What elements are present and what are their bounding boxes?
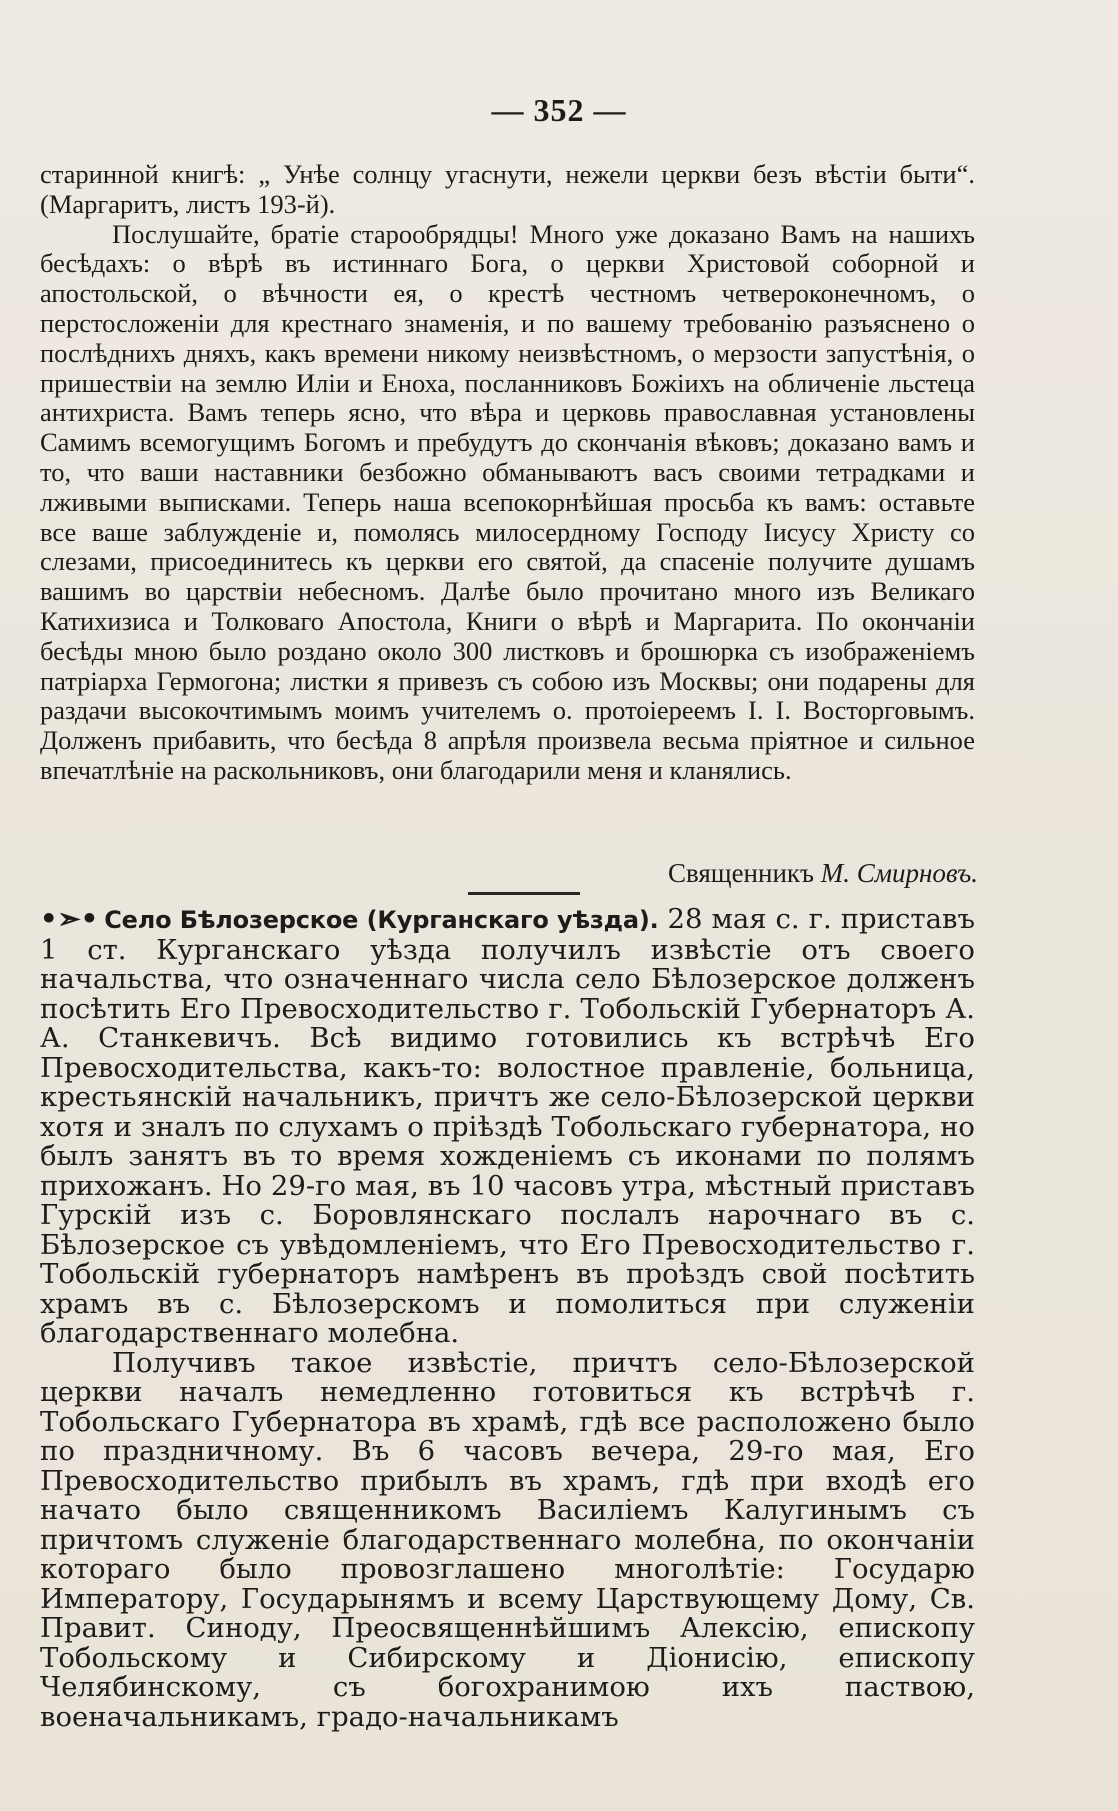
article-belozerskoe bbox=[40, 905, 975, 1732]
article2-paragraph-1 bbox=[40, 905, 975, 1349]
signature bbox=[668, 858, 978, 889]
signature-name: М. Смирновъ. bbox=[820, 858, 978, 888]
article1-paragraph-1: старинной книгѣ: „ Унѣе солнцу угаснути, нежели церкви безъ вѣстіи быти“. (Маргаритъ, листъ 193-й). bbox=[40, 159, 975, 219]
arrow-ornament-icon: •➣• bbox=[40, 903, 99, 935]
article2-paragraph-2: Получивъ такое извѣстіе, причтъ село-Бѣлозерской церкви началъ немедленно готовиться къ встрѣчѣ г. Тобольскаго Губернатора въ храмѣ, гдѣ все расположено было по праздничному. Въ 6 часовъ вечера, 29-го мая, Его Превосходительство прибылъ въ храмъ, гдѣ при входѣ его начато было священникомъ Василіемъ Калугинымъ съ причтомъ служеніе благодарственнаго молебна, по окончаніи котораго было провозглашено многолѣтіе: Государю Императору, Государынямъ и всему Царствующему Дому, Св. Правит. Синоду, Преосвященнѣйшимъ Алексію, епископу Тобольскому и Сибирскому и Діонисію, епископу Челябинскому, съ богохранимою ихъ паствою, военачальникамъ, градо-начальникамъ bbox=[40, 1346, 975, 1733]
article2-paragraph-1-text: 28 мая с. г. приставъ 1 ст. Курганскаго уѣзда получилъ извѣстіе отъ своего начальства, что означеннаго числа село Бѣлозерское долженъ посѣтить Его Превосходительство г. Тобольскій Губернаторъ А. А. Станкевичъ. Всѣ видимо готовились къ встрѣчѣ Его Превосходительства, какъ-то: волостное правленіе, больница, крестьянскій начальникъ, причтъ же село-Бѣлозерской церкви хотя и зналъ по слухамъ о пріѣздѣ Тобольскаго губернатора, но былъ занятъ въ то время хожденіемъ съ иконами по полямъ прихожанъ. Но 29-го мая, въ 10 часовъ утра, мѣстный приставъ Гурскій изъ с. Боровлянскаго послалъ нарочнаго въ с. Бѣлозерское съ увѣдомленіемъ, что Его Превосходительство г. Тобольскій губернаторъ намѣренъ въ проѣздъ свой посѣтить храмъ въ с. Бѣлозерскомъ и помолиться при служеніи благодарственнаго молебна. bbox=[40, 903, 975, 1349]
article2-headline: Село Бѣлозерское (Курганскаго уѣзда). bbox=[104, 906, 659, 934]
article-smirnov bbox=[40, 160, 975, 786]
section-divider bbox=[468, 892, 580, 895]
page-number: — 352 — bbox=[491, 92, 627, 128]
signature-title: Священникъ bbox=[667, 858, 814, 888]
article1-paragraph-2: Послушайте, братіе старообрядцы! Много уже доказано Вамъ на нашихъ бесѣдахъ: о вѣрѣ въ истиннаго Бога, о церкви Христовой соборной и апостольской, о вѣчности ея, о крестѣ честномъ четвероконечномъ, о перстосложеніи для крестнаго знаменія, и по вашему требованію разъяснено о послѣднихъ дняхъ, какъ времени никому неизвѣстномъ, о мерзости запустѣнія, о пришествіи на землю Иліи и Еноха, посланниковъ Божіихъ на обличеніе льстеца антихриста. Вамъ теперь ясно, что вѣра и церковь православная установлены Самимъ всемогущимъ Богомъ и пребудутъ до скончанія вѣковъ; доказано вамъ и то, что ваши наставники безбожно обманываютъ васъ своими тетрадками и лживыми выписками. Теперь наша всепокорнѣйшая просьба къ вамъ: оставьте все ваше заблужденіе и, помолясь милосердному Господу Іисусу Христу со слезами, присоединитесь къ церкви его святой, да спасеніе получите душамъ вашимъ во царствіи небесномъ. Далѣе было прочитано много изъ Великаго Катихизиса и Толковаго Апостола, Книги о вѣрѣ и Маргарита. По окончаніи бесѣды мною было роздано около 300 листковъ и брошюрка съ изображеніемъ патріарха Гермогона; листки я привезъ съ собою изъ Москвы; они подарены для раздачи высокочтимымъ моимъ учителемъ о. протоіереемъ І. І. Восторговымъ. Долженъ прибавить, что бесѣда 8 апрѣля произвела весьма пріятное и сильное впечатлѣніе на раскольниковъ, они благодарили меня и кланялись. bbox=[40, 218, 975, 785]
